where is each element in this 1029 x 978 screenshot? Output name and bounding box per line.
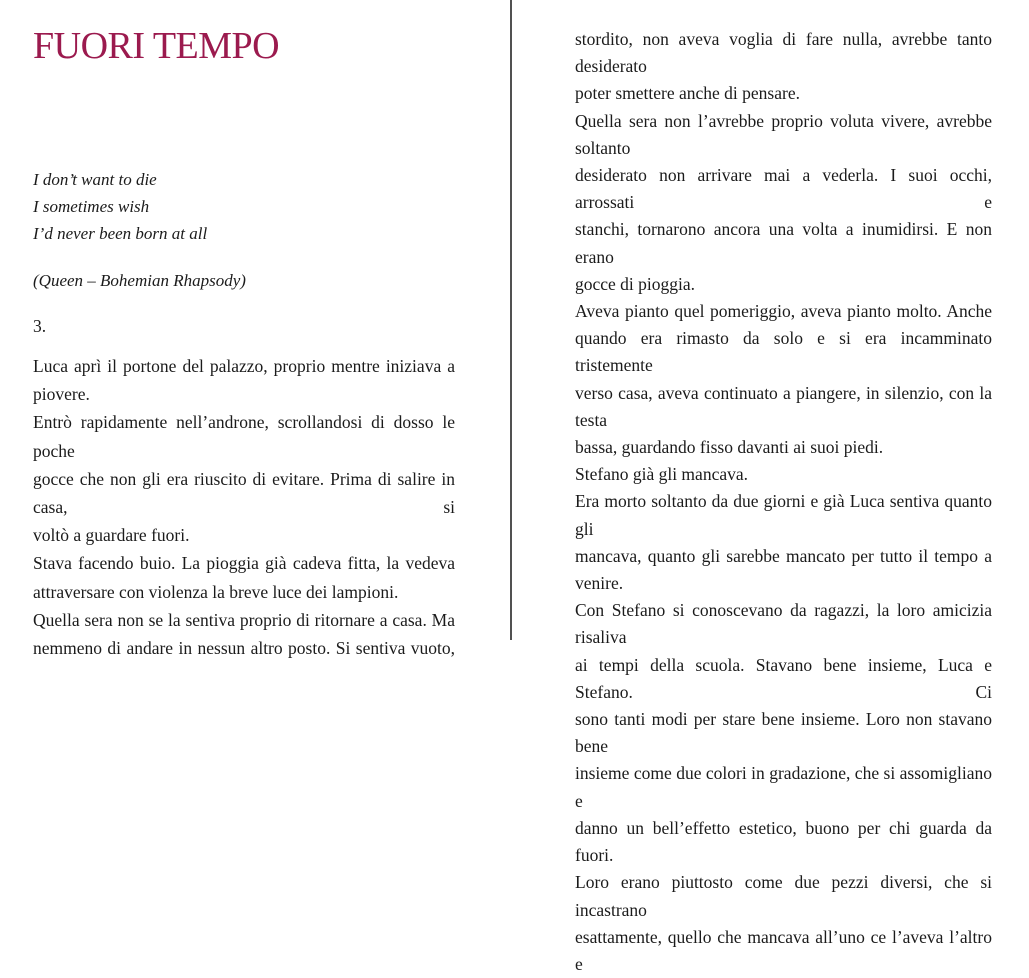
text-line: gocce di pioggia. <box>575 273 696 294</box>
text-line: stordito, non aveva voglia di fare nulla, avrebbe tanto desiderato <box>575 29 992 77</box>
text-line: gocce che non gli era riuscito di evitare. Prima di salire in casa, si <box>33 468 455 518</box>
text-line: insieme come due colori in gradazione, che si assomigliano e <box>575 763 992 811</box>
text-line: I sometimes wish <box>33 197 150 216</box>
text-line: Stefano già gli mancava. <box>575 464 748 485</box>
text-line: ai tempi della scuola. Stavano bene insieme, Luca e Stefano. Ci <box>575 654 992 702</box>
text-line: Aveva pianto quel pomeriggio, aveva pianto molto. Anche <box>575 301 992 322</box>
text-line: Con Stefano si conoscevano da ragazzi, la loro amicizia risaliva <box>575 600 992 648</box>
text-line: poter smettere anche di pensare. <box>575 83 800 104</box>
section-number: 3. <box>33 316 47 336</box>
text-line: Era morto soltanto da due giorni e già Luca sentiva quanto gli <box>575 491 992 539</box>
page-right <box>575 0 992 974</box>
text-line: piovere. <box>33 384 90 405</box>
right-page-text <box>575 26 992 978</box>
text-line: sono tanti modi per stare bene insieme. Loro non stavano bene <box>575 709 992 757</box>
text-line: voltò a guardare fuori. <box>33 525 190 546</box>
text-line: mancava, quanto gli sarebbe mancato per tutto il tempo a <box>575 545 992 566</box>
text-line: stanchi, tornarono ancora una volta a inumidirsi. E non erano <box>575 219 992 267</box>
page-left <box>33 0 455 659</box>
text-line: desiderato non arrivare mai a vederla. I suoi occhi, arrossati e <box>575 165 992 213</box>
text-line: attraversare con violenza la breve luce dei lampioni. <box>33 581 399 602</box>
text-line: Quella sera non l’avrebbe proprio voluta vivere, avrebbe soltanto <box>575 110 992 158</box>
text-line: I’d never been born at all <box>33 224 208 243</box>
text-line: I don’t want to die <box>33 170 157 189</box>
text-line: Quella sera non se la sentiva proprio di ritornare a casa. Ma <box>33 609 455 630</box>
epigraph-attribution: (Queen – Bohemian Rhapsody) <box>33 271 246 290</box>
text-line: bassa, guardando fisso davanti ai suoi piedi. <box>575 437 884 458</box>
text-line: verso casa, aveva continuato a piangere, in silenzio, con la testa <box>575 382 992 430</box>
text-line: Luca aprì il portone del palazzo, proprio mentre iniziava a <box>33 356 455 376</box>
epigraph <box>33 166 455 247</box>
text-line: Loro erano piuttosto come due pezzi diversi, che si incastrano <box>575 872 992 920</box>
text-line: quando era rimasto da solo e si era incamminato tristemente <box>575 328 992 376</box>
text-line: Entrò rapidamente nell’androne, scrollandosi di dosso le poche <box>33 412 455 461</box>
text-line: Stava facendo buio. La pioggia già cadeva fitta, la vedeva <box>33 553 455 574</box>
text-line: danno un bell’effetto estetico, buono per chi guarda da fuori. <box>575 817 992 866</box>
page-divider <box>510 0 512 640</box>
text-line: nemmeno di andare in nessun altro posto. Si sentiva vuoto, <box>33 638 455 659</box>
text-line: esattamente, quello che mancava all’uno ce l’aveva l’altro e <box>575 926 992 974</box>
left-page-text <box>33 352 455 662</box>
chapter-title: FUORI TEMPO <box>33 25 280 67</box>
text-line: venire. <box>575 573 624 594</box>
